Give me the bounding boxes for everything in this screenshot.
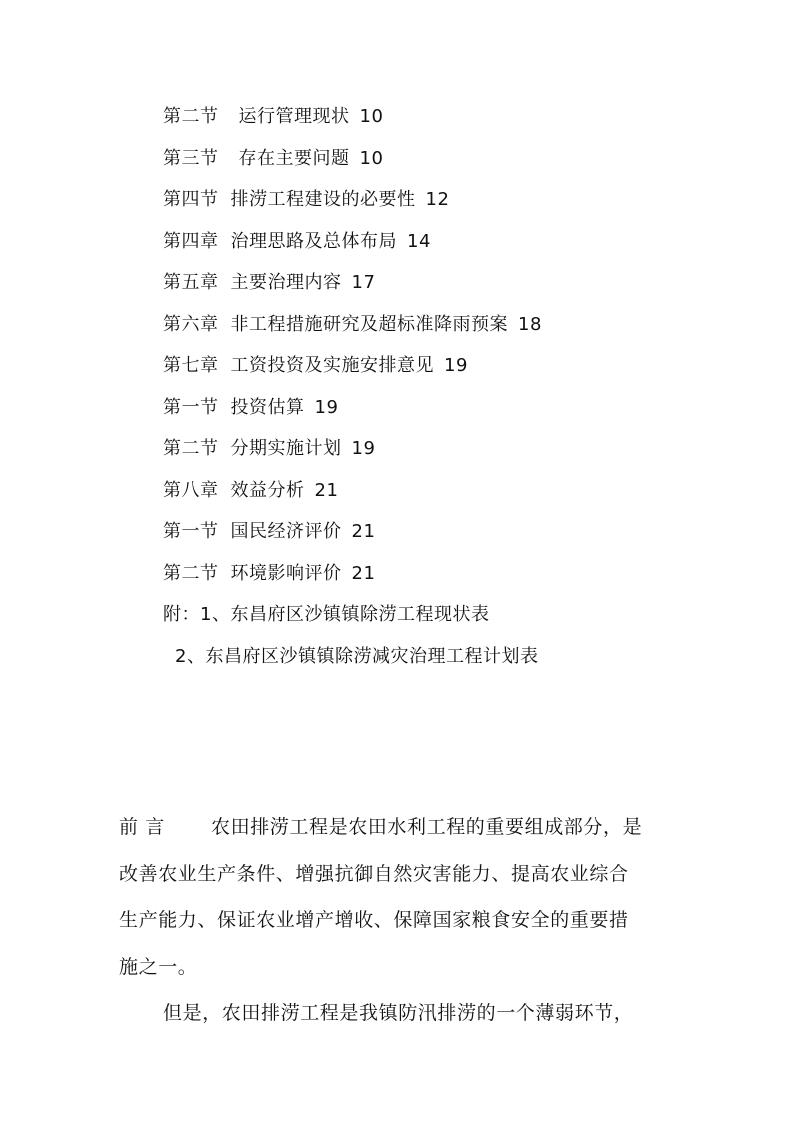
preface-text: 农田排涝工程是农田水利工程的重要组成部分，是 (211, 816, 643, 838)
toc-entry (163, 393, 723, 435)
toc-entry-page: 18 (518, 313, 542, 335)
toc-entry (163, 185, 723, 227)
toc-entry (163, 517, 723, 559)
toc-entry-page: 19 (314, 396, 339, 418)
toc-entry-page: 14 (407, 230, 431, 252)
toc-entry-title: 存在主要问题 (238, 147, 350, 169)
toc-entry-title: 治理思路及总体布局 (230, 230, 397, 252)
toc-entry-title: 效益分析 (230, 479, 305, 501)
appendix-line-1: 附：1、东昌府区沙镇镇除涝工程现状表 (163, 604, 490, 625)
toc-entry (163, 102, 723, 144)
toc-entry-title: 国民经济评价 (230, 521, 342, 542)
toc-entry-title: 环境影响评价 (230, 562, 342, 584)
toc-entry-page: 19 (444, 355, 468, 376)
toc-entry-title: 排涝工程建设的必要性 (230, 189, 416, 210)
toc-entry (163, 310, 723, 352)
toc-entry-label: 第八章 (163, 479, 219, 501)
toc-entry-label: 第七章 (163, 355, 219, 376)
preface-paragraph-line (119, 993, 699, 1040)
preface-text: 但是，农田排涝工程是我镇防汛排涝的一个薄弱环节， (163, 1002, 634, 1025)
preface-paragraph-line: 施之一。 (119, 955, 198, 978)
toc-entry (163, 559, 723, 601)
toc-entry-label: 第四章 (163, 230, 219, 252)
toc-entry (163, 144, 723, 186)
toc-entry-label: 第三节 (163, 147, 219, 169)
toc-entry-page: 17 (351, 272, 376, 293)
toc-entry-label: 第一节 (163, 521, 219, 542)
preface-paragraph-line: 生产能力、保证农业增产增收、保障国家粮食安全的重要措 (119, 909, 629, 932)
toc-entry-label: 第五章 (163, 272, 219, 293)
toc-entry (163, 268, 723, 310)
toc-entry-page: 21 (351, 521, 376, 542)
toc-entry-title: 非工程措施研究及超标准降雨预案 (230, 313, 508, 335)
toc-entry-title: 主要治理内容 (230, 272, 342, 293)
table-of-contents (163, 102, 723, 683)
toc-entry-label: 第一节 (163, 396, 219, 418)
toc-entry (163, 476, 723, 518)
toc-entry-title: 投资估算 (230, 396, 305, 418)
toc-entry-label: 第六章 (163, 313, 219, 335)
toc-entry-page: 19 (351, 438, 376, 459)
toc-entry-page: 10 (359, 147, 384, 169)
toc-entry-label: 第二节 (163, 438, 219, 459)
preface-paragraph-line: 改善农业生产条件、增强抗御自然灾害能力、提高农业综合 (119, 862, 629, 885)
toc-entry (163, 351, 723, 393)
toc-entry (163, 227, 723, 269)
toc-entry-label: 第四节 (163, 189, 219, 210)
toc-entry (163, 434, 723, 476)
toc-entry-label: 第二节 (163, 106, 219, 127)
preface-heading: 前 言 (119, 816, 165, 838)
toc-entry-label: 第二节 (163, 562, 219, 584)
toc-entry-page: 21 (314, 479, 339, 501)
appendix-line-2: 2、东昌府区沙镇镇除涝减灾治理工程计划表 (175, 645, 539, 667)
toc-entry-page: 10 (359, 106, 384, 127)
preface-section (119, 807, 699, 1040)
toc-entry-title: 工资投资及实施安排意见 (230, 355, 434, 376)
toc-entry-page: 21 (351, 562, 376, 584)
toc-entry-title: 分期实施计划 (230, 438, 342, 459)
preface-paragraph-line (119, 807, 699, 854)
toc-entry-page: 12 (425, 189, 450, 210)
toc-entry-title: 运行管理现状 (238, 106, 350, 127)
